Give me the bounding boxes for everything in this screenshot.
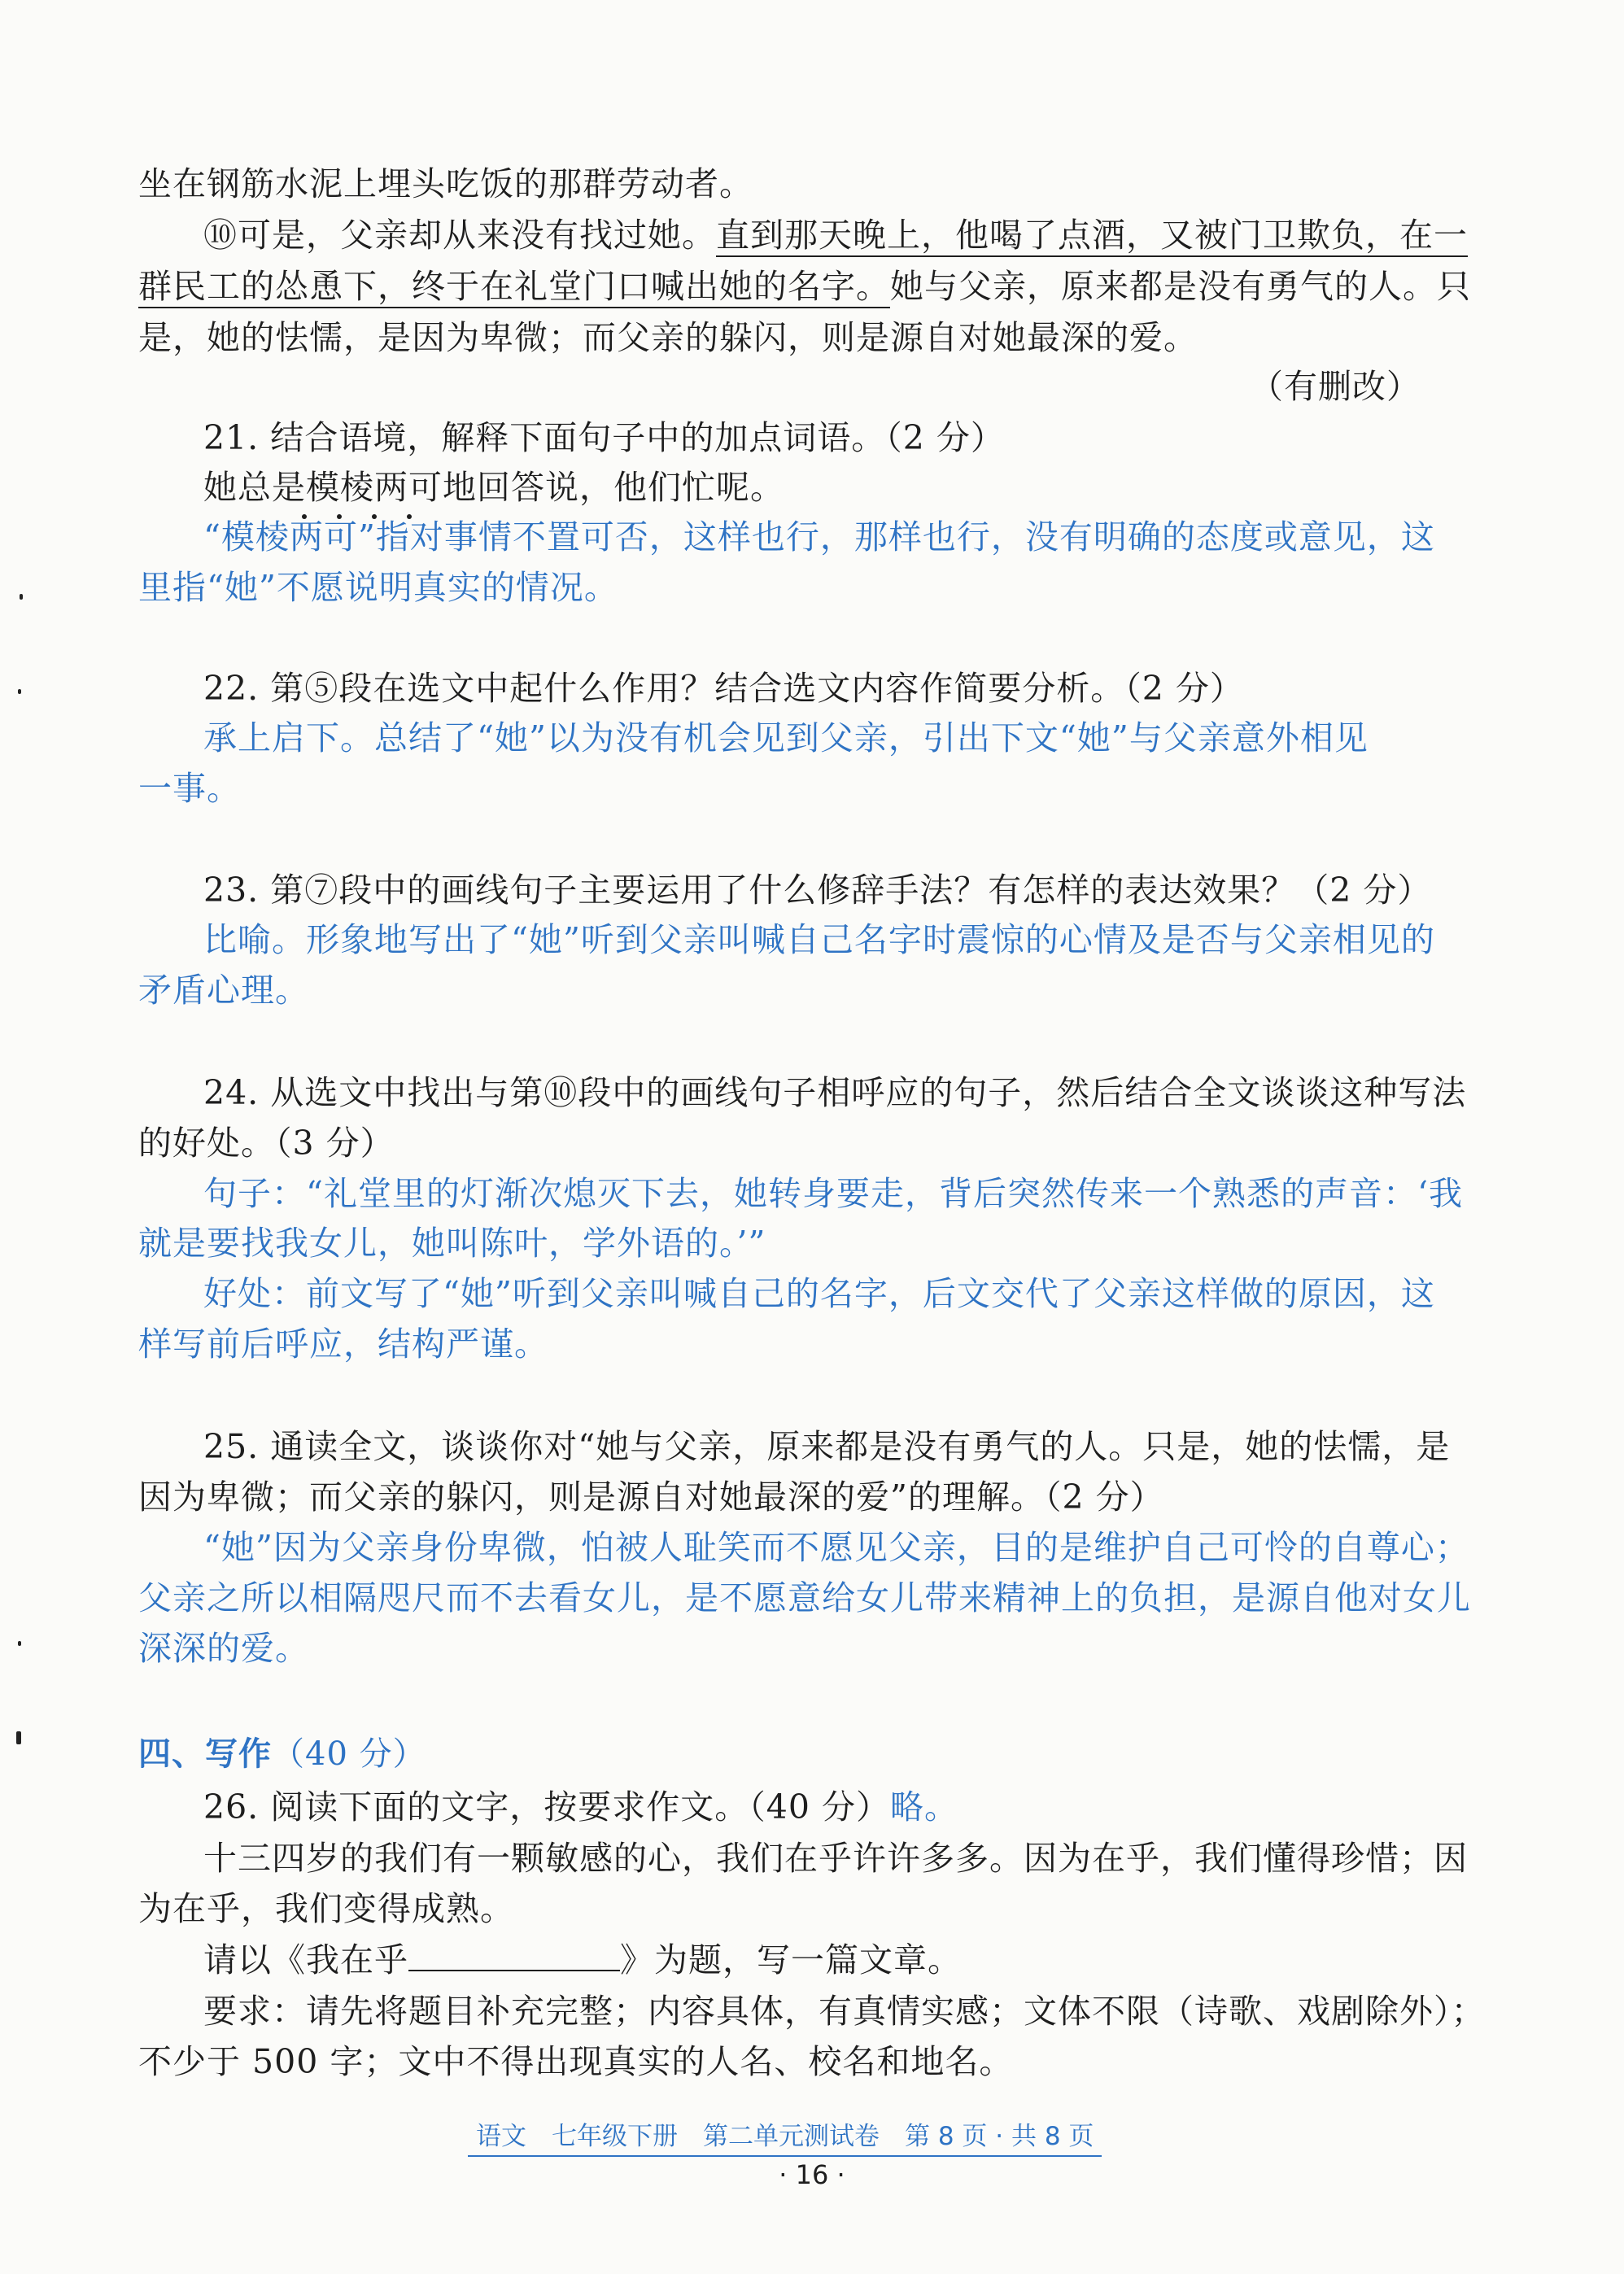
answer-25-line1: “她”因为父亲身份卑微，怕被人耻笑而不愿见父亲，目的是维护自己可怜的自尊心； (203, 1528, 1469, 1567)
answer-25-line3: 深深的爱。 (138, 1629, 309, 1668)
answer-21-line2: 里指“她”不愿说明真实的情况。 (138, 568, 618, 607)
question-21-sentence: 她总是模棱两可地回答说，他们忙呢。 (203, 468, 784, 507)
scan-speck (20, 594, 23, 600)
paragraph-10-line3: 是，她的怯懦，是因为卑微；而父亲的躲闪，则是源自对她最深的爱。 (138, 318, 1198, 357)
question-23: 23. 第⑦段中的画线句子主要运用了什么修辞手法？有怎样的表达效果？（2 分） (203, 871, 1432, 910)
question-26 (203, 1784, 958, 1830)
page-number: · 16 · (779, 2159, 845, 2190)
answer-24-line4: 样写前后呼应，结构严谨。 (138, 1325, 548, 1364)
question-21: 21. 结合语境，解释下面句子中的加点词语。（2 分） (203, 418, 1005, 457)
essay-title-prompt (203, 1937, 962, 1983)
section-heading (138, 1731, 426, 1777)
answer-26: 略。 (889, 1787, 958, 1827)
answer-22-line2: 一事。 (138, 769, 241, 808)
scan-speck (16, 1731, 21, 1744)
prompt-text-line2: 为在乎，我们变得成熟。 (138, 1889, 514, 1928)
footer-title: 语文 七年级下册 第二单元测试卷 第 8 页 · 共 8 页 (468, 2115, 1102, 2157)
answer-22-line1: 承上启下。总结了“她”以为没有机会见到父亲，引出下文“她”与父亲意外相见 (203, 718, 1369, 757)
underlined-sentence-part1: 直到那天晚上，他喝了点酒，又被门卫欺负，在一 (716, 216, 1468, 257)
answer-23-line1: 比喻。形象地写出了“她”听到父亲叫喊自己名字时震惊的心情及是否与父亲相见的 (203, 920, 1435, 959)
section-score: （40 分） (272, 1735, 426, 1773)
paragraph-10-continuation: 她与父亲，原来都是没有勇气的人。只 (890, 267, 1471, 306)
source-note: （有删改） (1250, 367, 1421, 406)
answer-23-line2: 矛盾心理。 (138, 971, 309, 1010)
question-24-line2: 的好处。（3 分） (138, 1124, 395, 1163)
essay-title-prefix: 请以《我在乎 (203, 1940, 408, 1979)
title-blank (408, 1945, 620, 1971)
answer-25-line2: 父亲之所以相隔咫尺而不去看女儿，是不愿意给女儿带来精神上的负担，是源自他对女儿 (138, 1578, 1471, 1617)
prompt-text-line1: 十三四岁的我们有一颗敏感的心，我们在乎许许多多。因为在乎，我们懂得珍惜；因 (203, 1839, 1468, 1878)
answer-24-line3: 好处：前文写了“她”听到父亲叫喊自己的名字，后文交代了父亲这样做的原因，这 (203, 1274, 1435, 1313)
question-22: 22. 第⑤段在选文中起什么作用？结合选文内容作简要分析。（2 分） (203, 669, 1244, 708)
paragraph-10-line1 (203, 212, 1468, 258)
question-24-line1: 24. 从选文中找出与第⑩段中的画线句子相呼应的句子，然后结合全文谈谈这种写法 (203, 1073, 1467, 1112)
section-title: 四、写作 (138, 1735, 272, 1773)
scan-speck (18, 1641, 21, 1646)
requirements-line2: 不少于 500 字；文中不得出现真实的人名、校名和地名。 (138, 2042, 1014, 2081)
passage-line: 坐在钢筋水泥上埋头吃饭的那群劳动者。 (138, 164, 753, 203)
essay-title-suffix: 》为题，写一篇文章。 (620, 1940, 962, 1979)
paragraph-10-start: ⑩可是，父亲却从来没有找过她。 (203, 216, 716, 255)
question-25-line2: 因为卑微；而父亲的躲闪，则是源自对她最深的爱”的理解。（2 分） (138, 1477, 1164, 1517)
question-25-line1: 25. 通读全文，谈谈你对“她与父亲，原来都是没有勇气的人。只是，她的怯懦，是 (203, 1427, 1451, 1466)
answer-21-line1: “模棱两可”指对事情不置可否，这样也行，那样也行，没有明确的态度或意见，这 (203, 517, 1435, 556)
question-26-text: 26. 阅读下面的文字，按要求作文。（40 分） (203, 1787, 890, 1827)
underlined-sentence-part2: 群民工的怂恿下，终于在礼堂门口喊出她的名字。 (138, 267, 890, 308)
answer-24-line2: 就是要找我女儿，她叫陈叶，学外语的。’” (138, 1224, 766, 1263)
paragraph-10-line2 (138, 264, 1471, 309)
scan-speck (18, 689, 21, 694)
requirements-line1: 要求：请先将题目补充完整；内容具体，有真情实感；文体不限（诗歌、戏剧除外）； (203, 1992, 1486, 2031)
answer-24-line1: 句子：“礼堂里的灯渐次熄灭下去，她转身要走，背后突然传来一个熟悉的声音：‘我 (203, 1174, 1463, 1213)
